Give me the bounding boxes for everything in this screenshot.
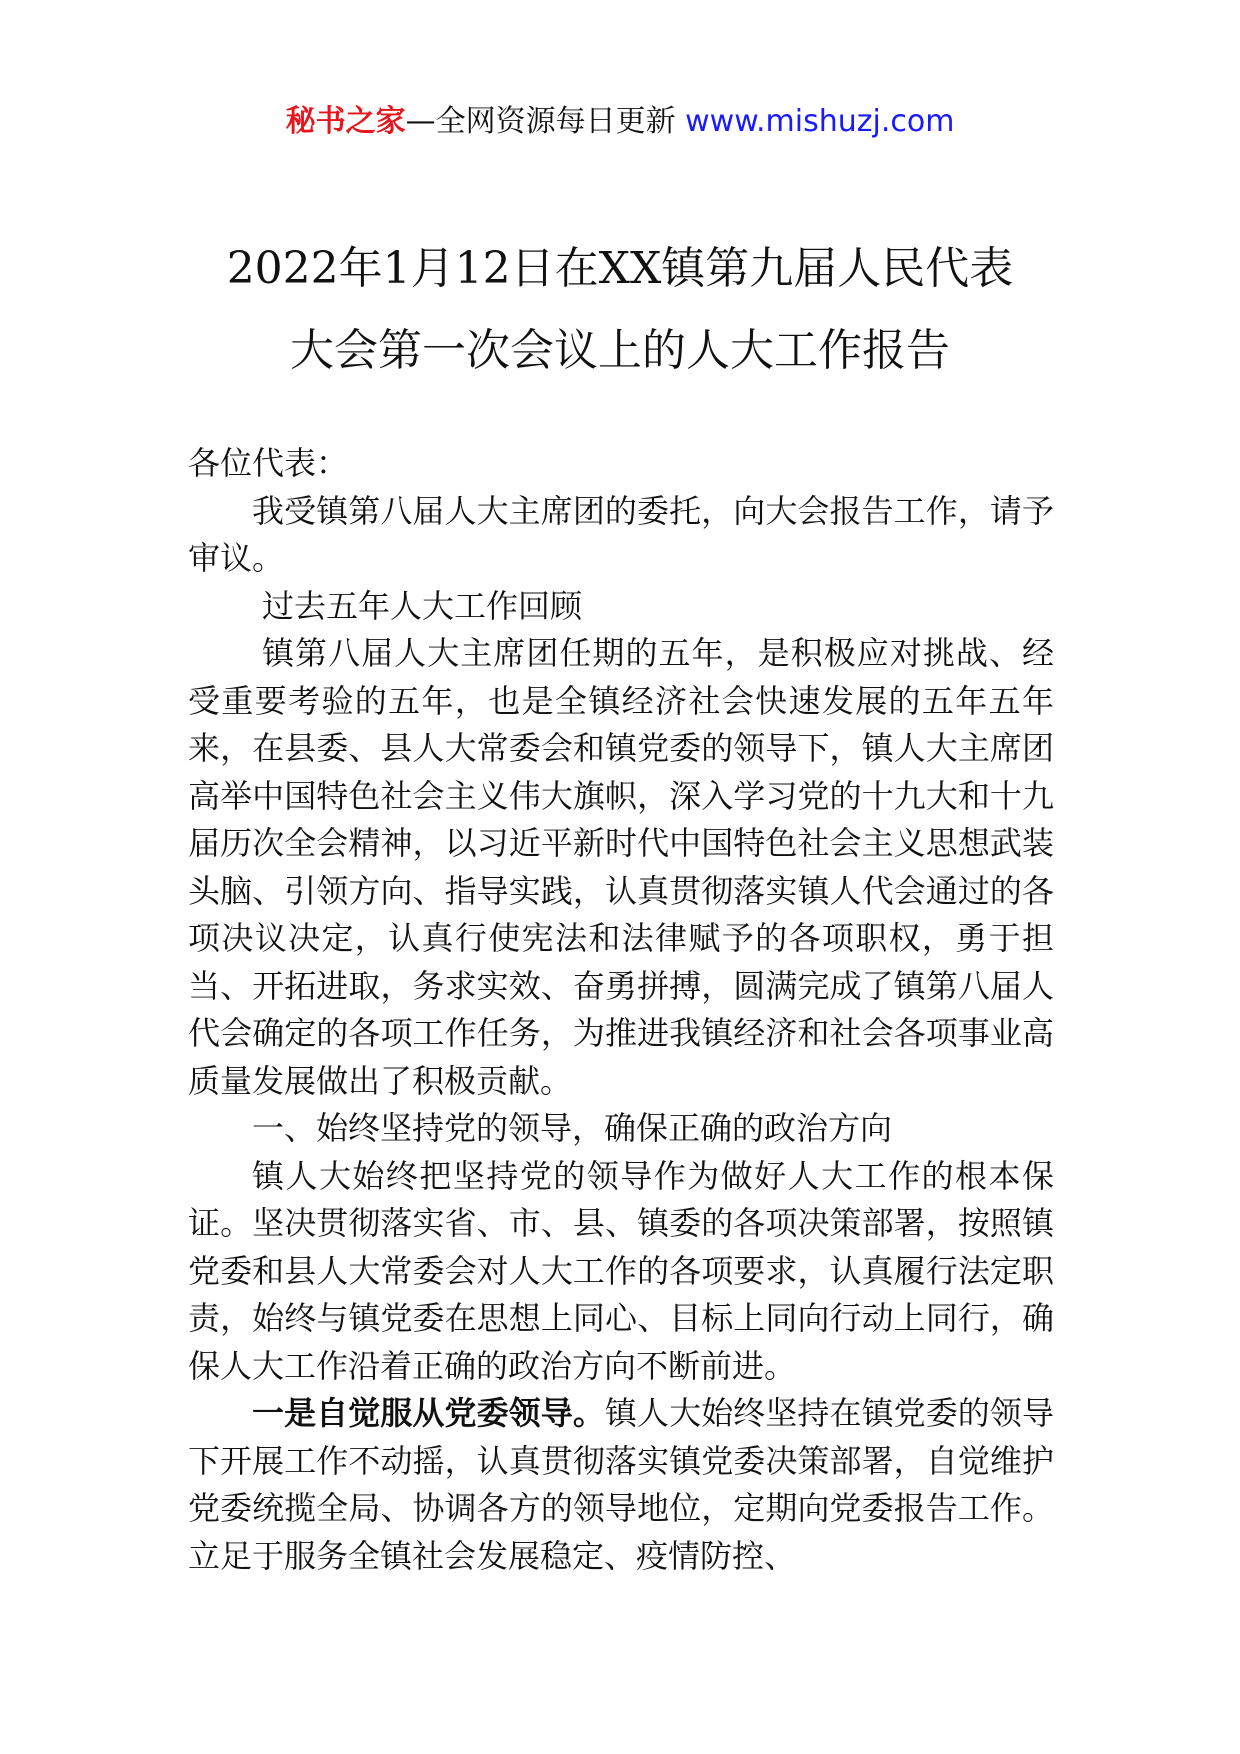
- intro-paragraph: 我受镇第八届人大主席团的委托，向大会报告工作，请予审议。: [188, 491, 1054, 577]
- section1-heading: 一、始终坚持党的领导，确保正确的政治方向: [252, 1109, 893, 1147]
- title-line-2: 大会第一次会议上的人大工作报告: [290, 325, 950, 376]
- review-paragraph: 镇第八届人大主席团任期的五年，是积极应对挑战、经受重要考验的五年，也是全镇经济社会快速发展的五年五年来，在县委、县人大常委会和镇党委的领导下，镇人大主席团高举中国特色社会主义伟大旗帜，深入学习党的十九大和十九届历次全会精神，以习近平新时代中国特色社会主义思想武装头脑、引领方向、指导实践，认真贯彻落实镇人代会通过的各项决议决定，认真行使宪法和法律赋予的各项职权，勇于担当、开拓进取，务求实效、奋勇拼搏，圆满完成了镇第八届人代会确定的各项工作任务，为推进我镇经济和社会各项事业高质量发展做出了积极贡献。: [188, 634, 1054, 1100]
- point1-paragraph: [188, 1390, 1054, 1580]
- title-line-1: 2022年1月12日在XX镇第九届人民代表: [226, 243, 1014, 294]
- point1-lead: 一是自觉服从党委领导。: [252, 1394, 605, 1432]
- site-header: [0, 100, 1240, 144]
- salutation: 各位代表：: [188, 444, 349, 482]
- site-url-link[interactable]: www.mishuzj.com: [685, 104, 955, 139]
- site-brand: 秘书之家: [285, 104, 406, 139]
- review-heading: 过去五年人大工作回顾: [262, 586, 583, 625]
- point1-text: 镇人大始终坚持在镇党委的领导下开展工作不动摇，认真贯彻落实镇党委决策部署，自觉维护党委统揽全局、协调各方的领导地位，定期向党委报告工作。立足于服务全镇社会发展稳定、疫情防控、: [188, 1394, 1054, 1575]
- site-slogan: —全网资源每日更新: [405, 104, 676, 139]
- document-body: [188, 440, 1054, 1580]
- section1-paragraph: 镇人大始终把坚持党的领导作为做好人大工作的根本保证。坚决贯彻落实省、市、县、镇委的各项决策部署，按照镇党委和县人大常委会对人大工作的各项要求，认真履行法定职责，始终与镇党委在思想上同心、目标上同向行动上同行，确保人大工作沿着正确的政治方向不断前进。: [188, 1156, 1054, 1385]
- document-title: [160, 228, 1080, 392]
